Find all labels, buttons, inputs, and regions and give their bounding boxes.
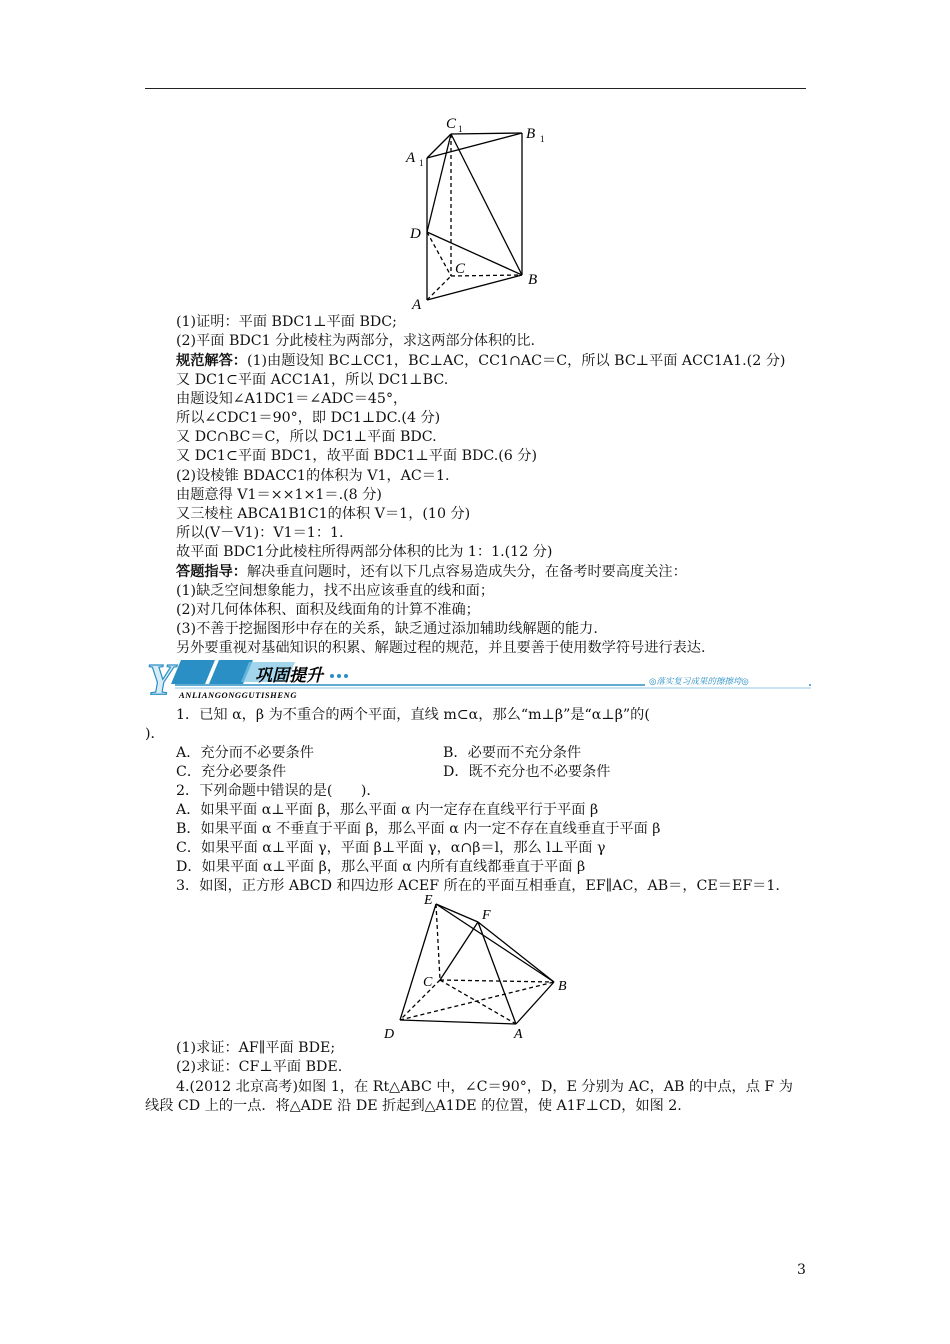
- q2-option-c: C．如果平面 α⊥平面 γ，平面 β⊥平面 γ，α∩β＝l，那么 l⊥平面 γ: [176, 840, 606, 856]
- banner-pinyin: ANLIANGONGGUTISHENG: [179, 690, 298, 700]
- q1-option-b: B．必要而不充分条件: [443, 745, 582, 761]
- guidance-heading: 答题指导：: [176, 564, 247, 580]
- solution-line: 故平面 BDC1分此棱柱所得两部分体积的比为 1：1.(12 分): [176, 544, 553, 560]
- solution-line: 由题设知∠A1DC1＝∠ADC＝45°，: [176, 391, 408, 407]
- svg-text:A: A: [406, 150, 416, 166]
- solution-line: 又 DC1⊂平面 BDC1，故平面 BDC1⊥平面 BDC.(6 分): [176, 448, 538, 464]
- header-rule: [145, 88, 806, 89]
- q1-stem: 1．已知 α，β 为不重合的两个平面，直线 m⊂α，那么“m⊥β”是“α⊥β”的(: [176, 707, 650, 723]
- q4-stem-cont: 线段 CD 上的一点．将△ADE 沿 DE 折起到△A1DE 的位置，使 A1F⊥CD，如图 2.: [145, 1098, 682, 1114]
- solution-line: 由题意得 V1＝××1×1＝.(8 分): [176, 487, 382, 503]
- q4-stem: 4.(2012 北京高考)如图 1，在 Rt△ABC 中，∠C＝90°，D，E 分别为 AC，AB 的中点，点 F 为: [176, 1079, 793, 1095]
- svg-text:B: B: [528, 272, 538, 288]
- solution-first-line: 规范解答：(1)由题设知 BC⊥CC1，BC⊥AC，CC1∩AC＝C，所以 BC⊥平面 ACC1A1.(2 分): [176, 353, 786, 369]
- svg-text:C: C: [423, 975, 433, 990]
- solution-line: (2)设棱锥 BDACC1的体积为 V1，AC＝1.: [176, 468, 450, 484]
- q1-option-d: D．既不充分也不必要条件: [443, 764, 611, 780]
- solution-line: 又三棱柱 ABCA1B1C1的体积 V＝1，(10 分): [176, 506, 471, 522]
- q3-part-2: (2)求证：CF⊥平面 BDE.: [176, 1059, 343, 1075]
- q2-option-d: D．如果平面 α⊥平面 β，那么平面 α 内所有直线都垂直于平面 β: [176, 859, 586, 875]
- label-c1: C: [446, 116, 457, 132]
- solution-line: 所以∠CDC1＝90°，即 DC1⊥DC.(4 分): [176, 410, 441, 426]
- svg-text:1: 1: [540, 134, 545, 144]
- problem-part-1: (1)证明：平面 BDC1⊥平面 BDC;: [176, 314, 397, 330]
- svg-text:B: B: [526, 126, 536, 142]
- q2-option-b: B．如果平面 α 不垂直于平面 β，那么平面 α 内一定不存在直线垂直于平面 β: [176, 821, 661, 837]
- solution-heading: 规范解答：: [176, 353, 247, 369]
- square-acef-figure: [378, 892, 578, 1042]
- page-number: 3: [797, 1262, 806, 1278]
- solution-line: 所以(V－V1)：V1＝1：1.: [176, 525, 344, 541]
- guidance-line: (1)缺乏空间想象能力，找不出应该垂直的线和面；: [176, 583, 495, 599]
- q3-stem: 3．如图，正方形 ABCD 和四边形 ACEF 所在的平面互相垂直，EF∥AC，AB＝，CE＝EF＝1.: [176, 878, 780, 894]
- q2-option-a: A．如果平面 α⊥平面 β，那么平面 α 内一定存在直线平行于平面 β: [176, 802, 599, 818]
- q2-stem: 2．下列命题中错误的是( )．: [176, 783, 381, 799]
- solution-line: 又 DC∩BC＝C，所以 DC1⊥平面 BDC.: [176, 429, 437, 445]
- svg-text:1: 1: [458, 124, 463, 134]
- prism-figure: [400, 108, 560, 318]
- q1-stem-end: )．: [145, 726, 165, 742]
- svg-text:A: A: [412, 297, 422, 313]
- q1-option-a: A．充分而不必要条件: [176, 745, 314, 761]
- banner-letter: Y: [147, 655, 174, 704]
- q3-part-1: (1)求证：AF∥平面 BDE;: [176, 1040, 336, 1056]
- banner-slogan: ◎落实复习成果的擦擦垮◎: [649, 676, 749, 686]
- guidance-line: (3)不善于挖掘图形中存在的关系，缺乏通过添加辅助线解题的能力.: [176, 621, 598, 637]
- guidance-line: 另外要重视对基础知识的积累、解题过程的规范，并且要善于使用数学符号进行表达.: [176, 640, 706, 656]
- svg-text:C: C: [455, 261, 466, 277]
- svg-text:A: A: [514, 1027, 523, 1042]
- svg-text:B: B: [558, 979, 567, 994]
- guidance-line: (2)对几何体体积、面积及线面角的计算不准确；: [176, 602, 480, 618]
- problem-part-2: (2)平面 BDC1 分此棱柱为两部分，求这两部分体积的比.: [176, 333, 536, 349]
- svg-text:D: D: [384, 1027, 395, 1042]
- svg-text:F: F: [482, 908, 491, 923]
- svg-text:D: D: [410, 226, 421, 242]
- section-banner: [145, 654, 811, 704]
- svg-text:1: 1: [419, 158, 424, 168]
- solution-line: 又 DC1⊂平面 ACC1A1，所以 DC1⊥BC.: [176, 372, 449, 388]
- svg-text:E: E: [424, 893, 433, 908]
- guidance-first-line: 答题指导：解决垂直问题时，还有以下几点容易造成失分，在备考时要高度关注：: [176, 564, 687, 580]
- banner-title: 巩固提升: [255, 666, 323, 685]
- q1-option-c: C．充分必要条件: [176, 764, 287, 780]
